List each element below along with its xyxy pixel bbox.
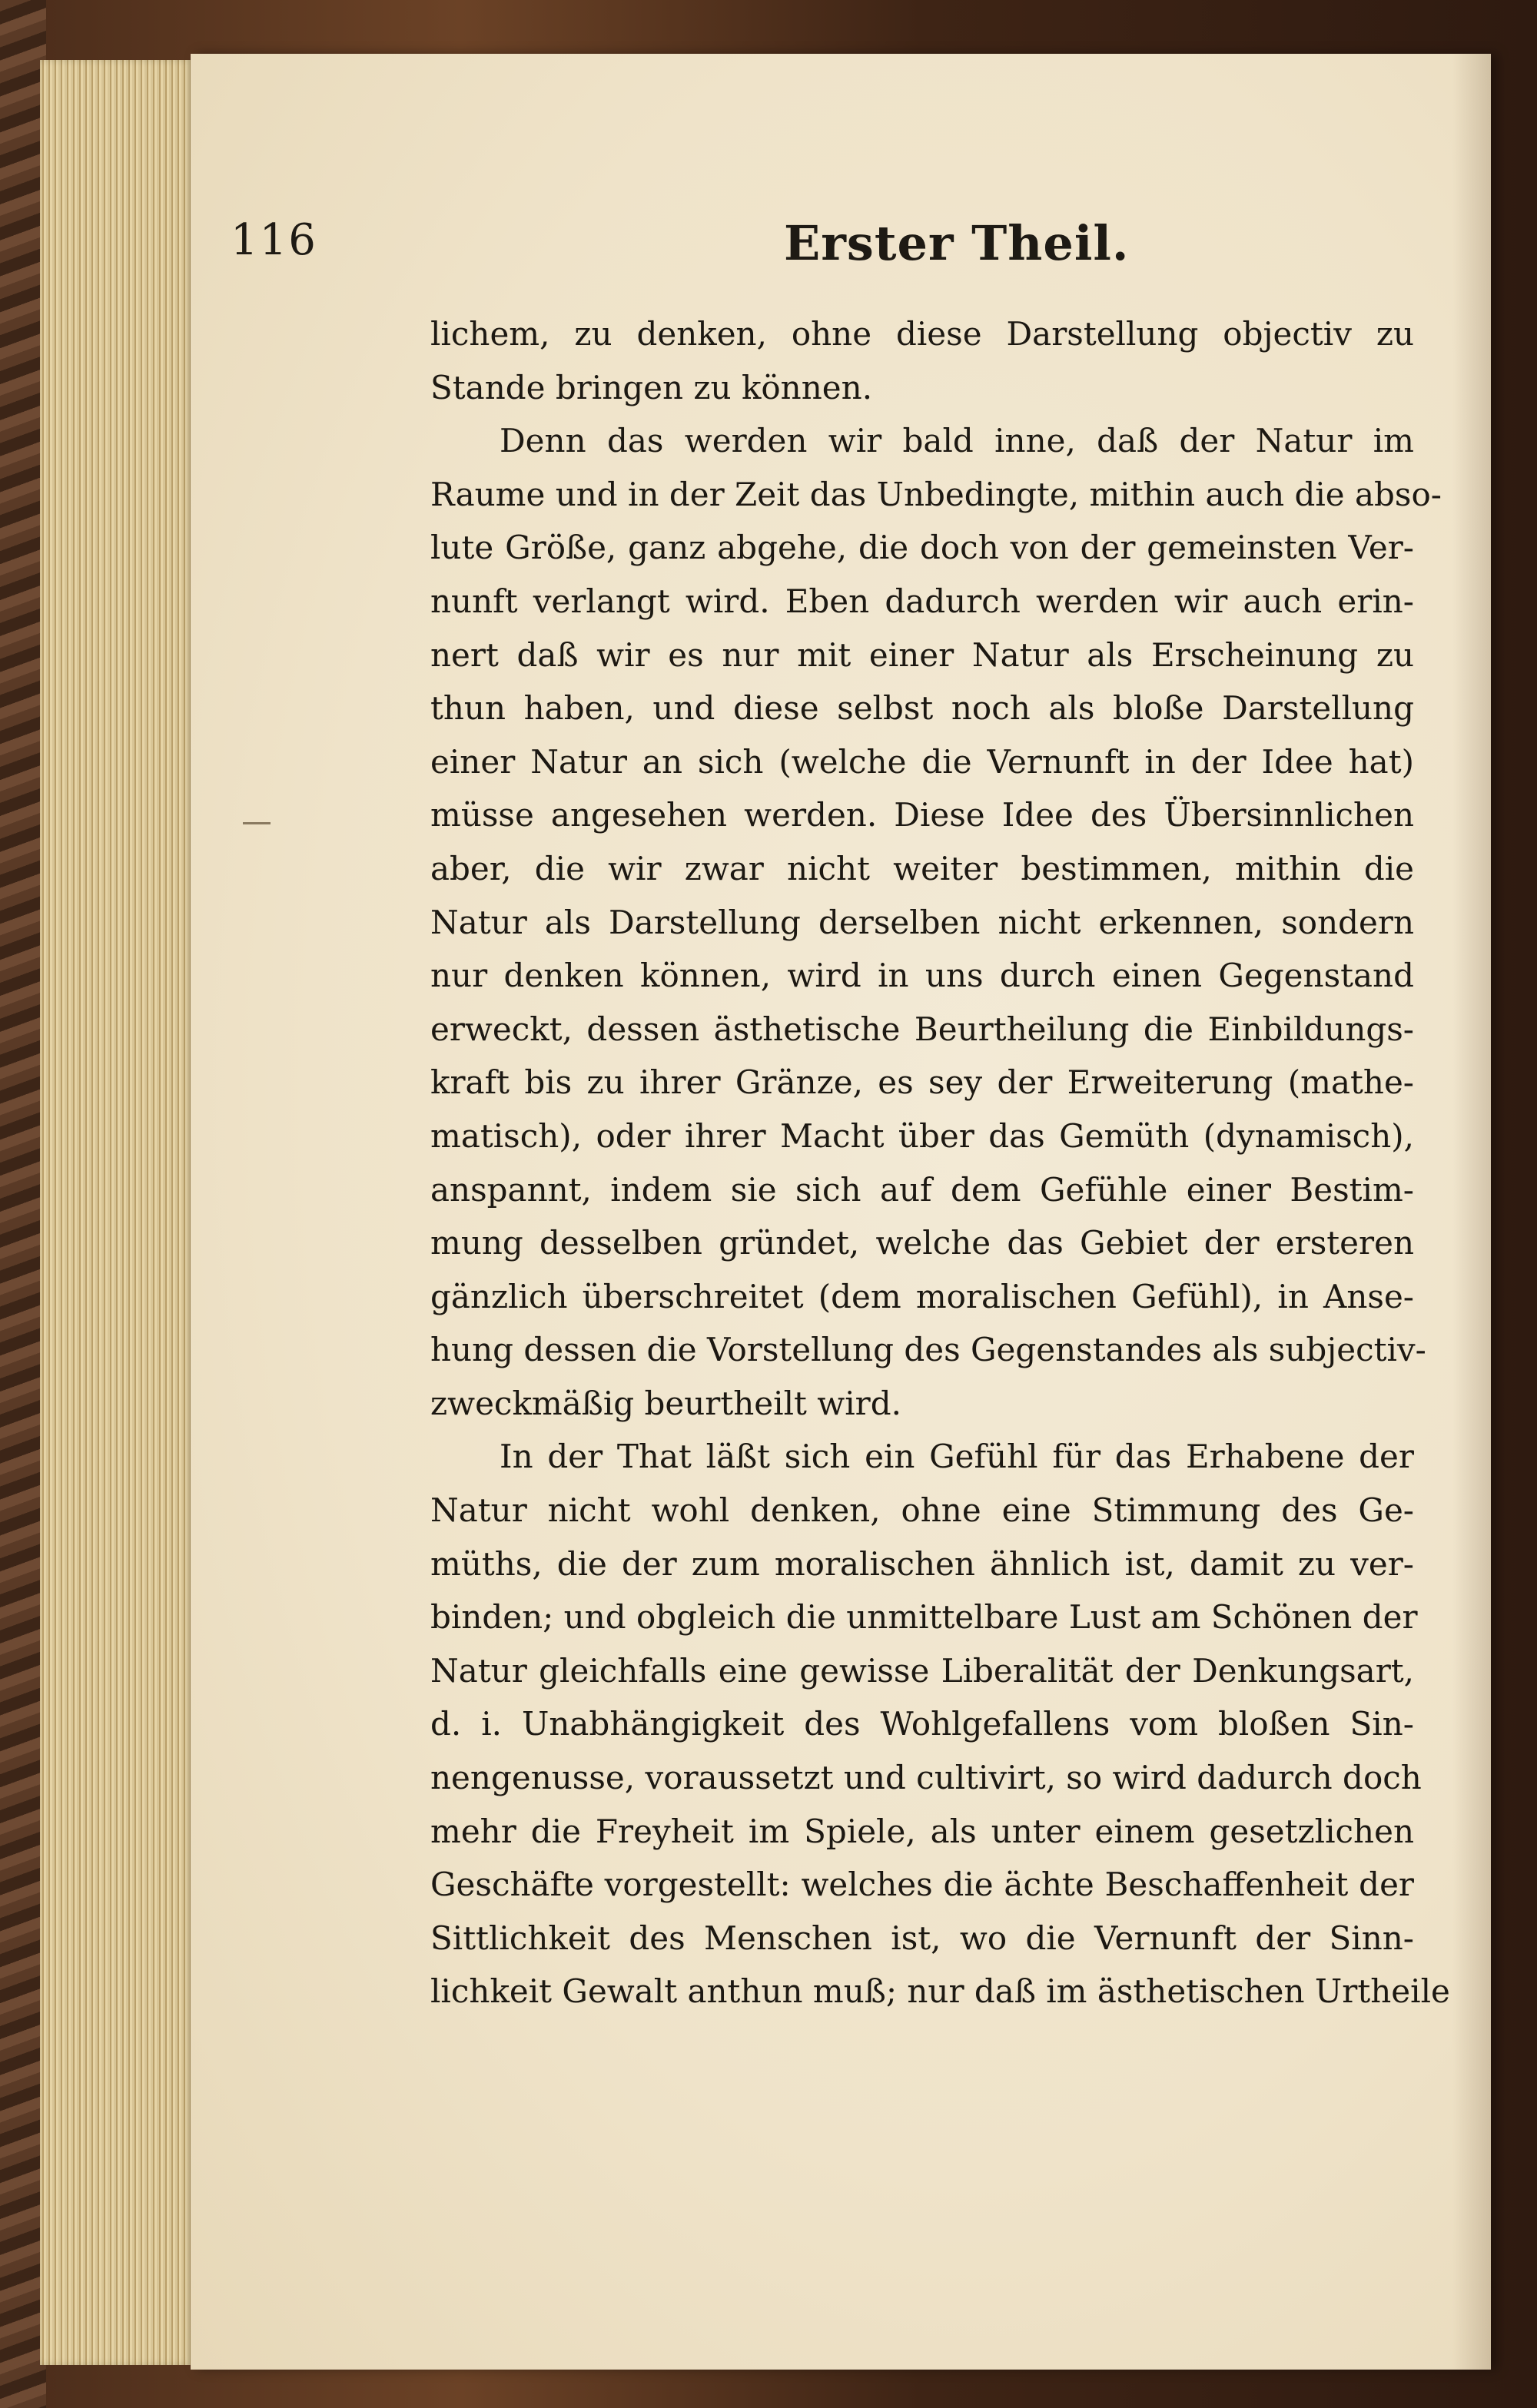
text-line: müsse angesehen werden. Diese Idee des Übersinnlichen	[430, 796, 1414, 834]
page-gutter-shadow	[1452, 54, 1491, 2370]
text-line: lute Größe, ganz abgehe, die doch von der gemeinsten Ver-	[430, 529, 1414, 567]
text-line: Stande bringen zu können.	[430, 368, 873, 406]
margin-mark	[243, 822, 271, 824]
text-line: nunft verlangt wird. Eben dadurch werden wir auch erin-	[430, 582, 1414, 620]
text-line: nert daß wir es nur mit einer Natur als Erscheinung zu	[430, 635, 1414, 674]
text-line: lichkeit Gewalt anthun muß; nur daß im ästhetischen Urtheile	[430, 1972, 1450, 2011]
paragraph	[430, 307, 1414, 414]
text-line: Natur gleichfalls eine gewisse Liberalität der Denkungsart,	[430, 1651, 1414, 1690]
text-line: In der That läßt sich ein Gefühl für das Erhabene der	[500, 1438, 1414, 1476]
page-header	[231, 215, 1429, 284]
paragraph	[430, 1430, 1450, 2018]
text-line: mung desselben gründet, welche das Gebiet der ersteren	[430, 1224, 1414, 1262]
paragraph	[430, 414, 1442, 1430]
text-line: Natur nicht wohl denken, ohne eine Stimmung des Ge-	[430, 1491, 1414, 1530]
running-head: Erster Theil.	[784, 215, 1130, 271]
page-fore-edge	[40, 60, 194, 2365]
text-line: Natur als Darstellung derselben nicht erkennen, sondern	[430, 903, 1414, 941]
text-line: mehr die Freyheit im Spiele, als unter einem gesetzlichen	[430, 1812, 1414, 1850]
text-line: müths, die der zum moralischen ähnlich ist, damit zu ver-	[430, 1544, 1414, 1583]
text-line: nengenusse, voraussetzt und cultivirt, so wird dadurch doch	[430, 1759, 1422, 1797]
text-line: d. i. Unabhängigkeit des Wohlgefallens vom bloßen Sin-	[430, 1705, 1414, 1743]
text-line: zweckmäßig beurtheilt wird.	[430, 1384, 901, 1422]
page-number: 116	[231, 215, 317, 265]
text-line: binden; und obgleich die unmittelbare Lust am Schönen der	[430, 1598, 1418, 1637]
text-line: gänzlich überschreitet (dem moralischen Gefühl), in Anse-	[430, 1277, 1414, 1315]
text-line: aber, die wir zwar nicht weiter bestimmen, mithin die	[430, 849, 1414, 887]
text-line: einer Natur an sich (welche die Vernunft in der Idee hat)	[430, 742, 1414, 781]
text-line: Sittlichkeit des Menschen ist, wo die Vernunft der Sinn-	[430, 1919, 1414, 1957]
text-line: erweckt, dessen ästhetische Beurtheilung die Einbildungs-	[430, 1010, 1414, 1048]
text-line: Geschäfte vorgestellt: welches die ächte Beschaffenheit der	[430, 1866, 1414, 1904]
text-line: lichem, zu denken, ohne diese Darstellung objectiv zu	[430, 315, 1414, 353]
text-line: anspannt, indem sie sich auf dem Gefühle einer Bestim-	[430, 1170, 1414, 1209]
text-line: hung dessen die Vorstellung des Gegenstandes als subjectiv-	[430, 1331, 1426, 1369]
body-text	[430, 307, 1450, 2018]
text-line: nur denken können, wird in uns durch einen Gegenstand	[430, 957, 1414, 995]
text-line: matisch), oder ihrer Macht über das Gemüth (dynamisch),	[430, 1116, 1414, 1155]
book-cover-edge	[0, 0, 46, 2408]
text-line: kraft bis zu ihrer Gränze, es sey der Erweiterung (mathe-	[430, 1063, 1414, 1102]
text-line: thun haben, und diese selbst noch als bloße Darstellung	[430, 689, 1414, 728]
text-line: Denn das werden wir bald inne, daß der Natur im	[500, 422, 1414, 460]
text-line: Raume und in der Zeit das Unbedingte, mithin auch die abso-	[430, 475, 1442, 513]
